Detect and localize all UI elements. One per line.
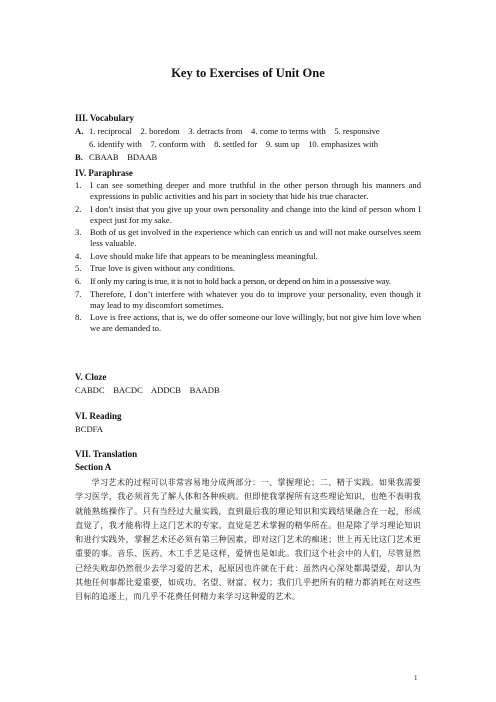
item-text: Therefore, I don’t interfere with whatever you do to improve your personality, even though it may lead to my discomfort sometimes. [90, 288, 421, 310]
item-text: I don’t insist that you give up your own personality and change into the kind of person whom I expect just for my sake. [90, 203, 421, 225]
paraphrase-item [75, 263, 421, 274]
item-number: 1. [75, 180, 82, 190]
translation-paragraph: 学习艺术的过程可以非常容易地分成两部分：一、掌握理论；二、精于实践。如果我需要学习医学，我必须首先了解人体和各种疾病。但即使我掌握所有这些理论知识，也绝不表明我就能熟练操作了。只有当经过大量实践，直到最后我的理论知识和实践结果融合在一起，形成直觉了，我才能称得上这门艺术的专家。直觉是艺术掌握的精华所在。但是除了学习理论知识和进行实践外，掌握艺术还必须有第三种因素，即对这门艺术的痴迷；世上再无比这门艺术更重要的事。音乐、医药、木工手艺是这样，爱情也是如此。我们这个社会中的人们，尽管显然已经失败却仍然很少去学习爱的艺术，起原因也许就在于此：虽然内心深处都渴望爱，却认为其他任何事都比爱重要，如成功、名望、财富、权力；我们几乎把所有的精力都消耗在对这些目标的追逐上，而几乎不花费任何精力来学习这种爱的艺术。 [75, 477, 421, 602]
paraphrase-item [75, 204, 421, 226]
paraphrase-heading: IV. Paraphrase [75, 168, 133, 178]
item-number: 5. [75, 263, 82, 274]
item-number: 2. [75, 203, 82, 214]
item-number: 6. [75, 275, 81, 286]
item-text: If only my caring is true, it is not to hold back a person, or depend on him in a possessive way. [90, 275, 391, 286]
item-text: True love is given without any conditions. [90, 263, 236, 274]
reading-heading: VI. Reading [75, 411, 122, 421]
paraphrase-item [75, 276, 421, 287]
item-number: 7. [75, 288, 82, 299]
cloze-heading: V. Cloze [75, 372, 107, 382]
section-a-heading: Section A [75, 462, 112, 472]
item-number: 3. [75, 227, 82, 238]
paraphrase-list [75, 180, 421, 336]
vocabulary-a-line-2: 6. identify with 7. conform with 8. settled for 9. sum up 10. emphasizes with [89, 139, 379, 149]
item-text: I can see something deeper and more truthful in the other person through his manners and expressions in public activities and his part in society that hide his true character. [90, 180, 421, 201]
page-number: 1 [414, 674, 418, 682]
vocabulary-heading: III. Vocabulary [75, 113, 135, 123]
vocabulary-a-line-1: 1. reciprocal 2. boredom 3. detracts from 4. come to terms with 5. responsive [89, 126, 380, 136]
reading-answers: BCDFA [75, 424, 104, 434]
paraphrase-item [75, 312, 421, 334]
item-text: Love is free actions, that is, we do offer someone our love willingly, but not give him love when we are demanded to. [90, 312, 421, 334]
vocabulary-a-label: A. [75, 126, 84, 136]
paraphrase-item [75, 289, 421, 311]
item-text: Love should make life that appears to be meaningless meaningful. [90, 250, 318, 261]
item-number: 4. [75, 250, 82, 261]
cloze-answers: CABDC BACDC ADDCB BAADB [75, 385, 220, 395]
paraphrase-item [75, 227, 421, 249]
vocabulary-b-label: B. [75, 152, 83, 162]
vocabulary-b-answers: CBAAB BDAAB [89, 152, 158, 162]
item-number: 8. [75, 312, 82, 323]
item-text: Both of us get involved in the experience which can enrich us and will not make ourselves seem less valuable. [90, 227, 421, 249]
translation-heading: VII. Translation [75, 449, 138, 459]
page-title: Key to Exercises of Unit One [171, 66, 325, 80]
paraphrase-item [75, 251, 421, 262]
paraphrase-item [75, 180, 421, 202]
